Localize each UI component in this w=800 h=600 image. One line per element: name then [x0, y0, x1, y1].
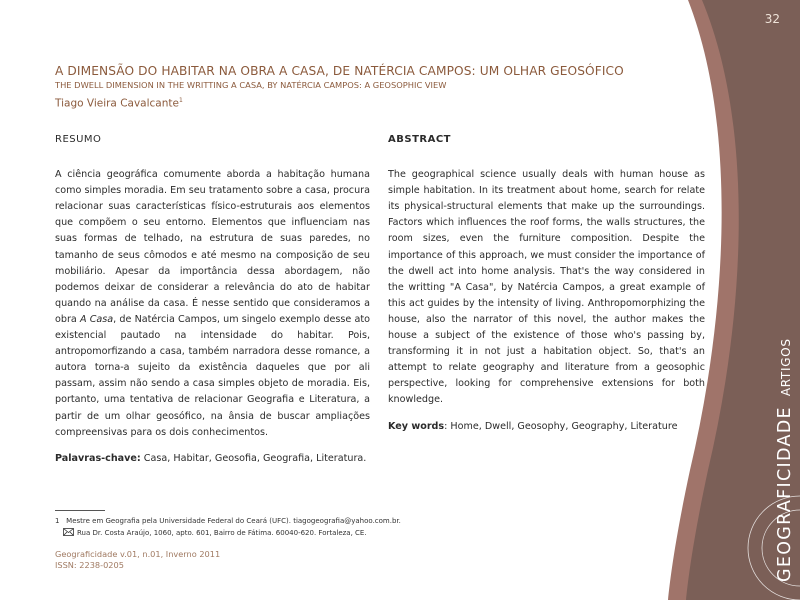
resumo-book-title: A Casa: [79, 313, 114, 325]
article-header: [55, 64, 675, 110]
author-name-text: Tiago Vieira Cavalcante: [55, 97, 179, 110]
abstract-heading: ABSTRACT: [388, 134, 451, 145]
mail-icon: [63, 528, 74, 540]
page-number: 32: [764, 12, 780, 26]
resumo-keywords: [55, 451, 370, 467]
abstract-keywords-list: : Home, Dwell, Geosophy, Geography, Literature: [444, 420, 678, 432]
resumo-text-part1: A ciência geográfica comumente aborda a habitação humana como simples moradia. Em seu tratamento sobre a casa, procura relacionar suas características físico-estruturais aos elementos que compõem o seu entorno. Elementos que influenciam nas suas formas de telhado, na estrutura de suas paredes, no tamanho de seus cômodos e até mesmo na composição de seu mobiliário. Apesar da importância dessa abordagem, não podemos deixar de considerar a relevância do ato de habitar quando na análise da casa. É nesse sentido que consideramos a obra: [55, 169, 370, 325]
footnote: [55, 515, 401, 540]
journal-name: GEOGRAFICIDADE: [775, 406, 795, 582]
journal-citation: Geograficidade v.01, n.01, Inverno 2011: [55, 549, 221, 559]
resumo-body: [55, 167, 370, 441]
author-footnote-marker: 1: [178, 97, 183, 104]
footnote-address: Rua Dr. Costa Araújo, 1060, apto. 601, Bairro de Fátima. 60040-620. Fortaleza, CE.: [77, 529, 367, 537]
journal-issn: ISSN: 2238-0205: [55, 560, 124, 570]
footnote-marker: 1: [55, 517, 60, 525]
author-name: [55, 97, 675, 110]
abstract-keywords-label: Key words: [388, 420, 445, 432]
article-title-english: THE DWELL DIMENSION IN THE WRITTING A CASA, BY NATÉRCIA CAMPOS: A GEOSOPHIC VIEW: [55, 80, 447, 90]
journal-info: [55, 549, 220, 571]
article-title-portuguese: A DIMENSÃO DO HABITAR NA OBRA A CASA, DE NATÉRCIA CAMPOS: UM OLHAR GEOSÓFICO: [55, 64, 624, 78]
abstract-keywords: [388, 419, 705, 435]
abstract-text: The geographical science usually deals with human house as simple habitation. In its treatment about home, search for relate its physical-structural elements that make up the surroundings. Factors which influences the roof forms, the walls structures, the room sizes, even the furniture composition. Despite the importance of this approach, we must consider the importance of the dwell act into home analysis. That's the way considered in the writting "A Casa", by Natércia Campos, a great example of this act guides by the intensity of living. Anthropomorphizing the house, also the narrator of this novel, the author makes the house a subject of the existence of those who's passing by, transforming it in not just a habitation object. So, that's an attempt to relate geography and literature from a geosophic perspective, looking for comprehensive extensions for both knowledge.: [388, 169, 705, 406]
resumo-keywords-label: Palavras-chave:: [55, 452, 141, 464]
resumo-heading: RESUMO: [55, 134, 102, 145]
abstract-body: [388, 167, 705, 408]
journal-vertical-label: [775, 338, 795, 582]
resumo-column: [55, 132, 370, 467]
abstract-column: [388, 132, 705, 435]
section-name: ARTIGOS: [779, 338, 793, 397]
footnote-divider: [55, 510, 105, 511]
resumo-text-part2: , de Natércia Campos, um singelo exemplo desse ato existencial pautado na intensidade do habitar. Pois, antropomorfizando a casa, também narradora desse romance, a autora torna-a sujeito da existência daqueles que por ali passam, assim não sendo a casa simples objeto de moradia. Eis, portanto, uma tentativa de relacionar Geografia e Literatura, a partir de um olhar geosófico, na ânsia de buscar ampliações compreensivas para os dois conhecimentos.: [55, 313, 370, 438]
footnote-text: Mestre em Geografia pela Universidade Federal do Ceará (UFC). tiagogeografia@yahoo.com.br.: [66, 517, 401, 525]
resumo-keywords-list: Casa, Habitar, Geosofia, Geografia, Literatura.: [140, 452, 367, 464]
